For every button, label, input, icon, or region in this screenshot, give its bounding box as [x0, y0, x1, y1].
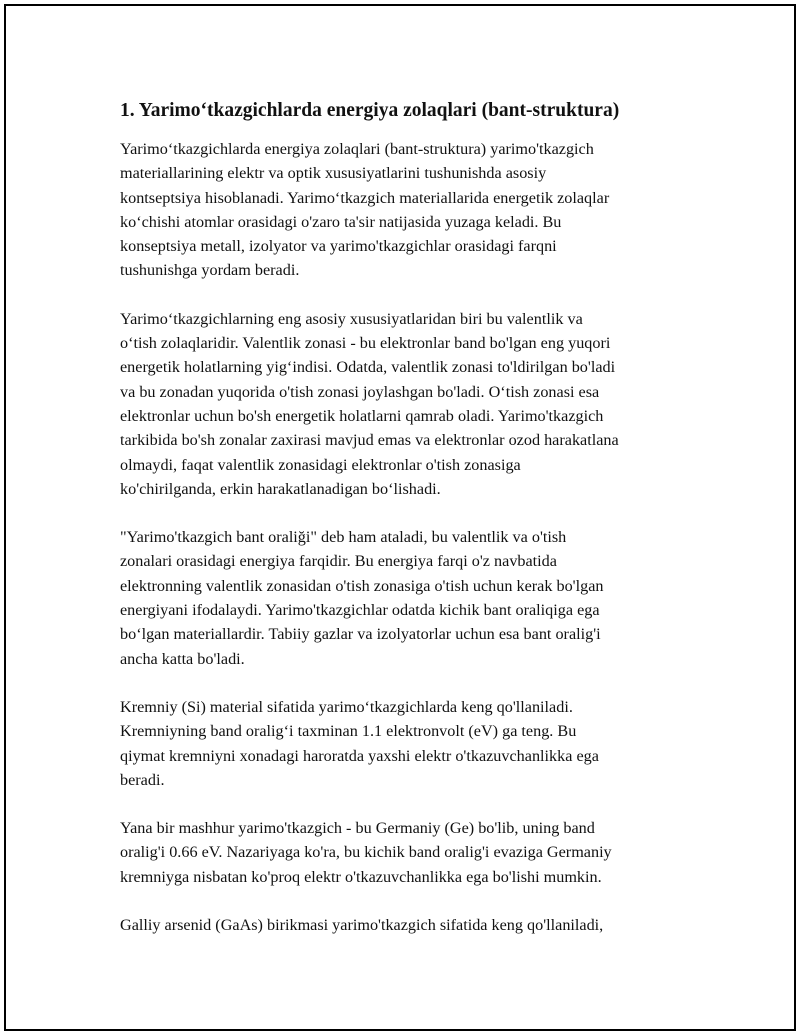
text-line: o‘tish zolaqlaridir. Valentlik zonasi - bu elektronlar band bo'lgan eng yuqori [120, 334, 611, 353]
text-line: olmaydi, faqat valentlik zonasidagi elektronlar o'tish zonasiga [120, 455, 521, 474]
text-line: qiymat kremniyni xonadagi haroratda yaxshi elektr o'tkazuvchanlikka ega [120, 746, 599, 765]
text-line: tushunishga yordam beradi. [120, 261, 300, 280]
text-line: oralig'i 0.66 eV. Nazariyaga ko'ra, bu kichik band oralig'i evaziga Germaniy [120, 843, 612, 862]
paragraph [120, 913, 700, 937]
paragraph [120, 137, 700, 283]
text-line: kremniyga nisbatan ko'proq elektr o'tkazuvchanlikka ega bo'lishi mumkin. [120, 867, 602, 886]
paragraph-list [120, 137, 700, 937]
text-line: konseptsiya metall, izolyator va yarimo'tkazgichlar orasidagi farqni [120, 237, 557, 256]
text-line: va bu zonadan yuqorida o'tish zonasi joylashgan bo'ladi. O‘tish zonasi esa [120, 382, 600, 401]
text-line: Yarimo‘tkazgichlarda energiya zolaqlari (bant-struktura) yarimo'tkazgich [120, 140, 594, 158]
document-title: 1. Yarimo‘tkazgichlarda energiya zolaqlari (bant-struktura) [120, 100, 620, 121]
text-line: zonalari orasidagi energiya farqidir. Bu energiya farqi o'z navbatida [120, 552, 557, 571]
text-line: tarkibida bo'sh zonalar zaxirasi mavjud emas va elektronlar ozod harakatlana [120, 431, 619, 450]
text-line: ko‘chishi atomlar orasidagi o'zaro ta'sir natijasida yuzaga keladi. Bu [120, 212, 562, 231]
text-line: Kremniy (Si) material sifatida yarimo‘tkazgichlarda keng qo'llaniladi. [120, 697, 573, 716]
text-line: Galliy arsenid (GaAs) birikmasi yarimo'tkazgich sifatida keng qo'llaniladi, [120, 916, 604, 935]
paragraph [120, 816, 700, 889]
paragraph [120, 307, 700, 501]
text-line: Yarimo‘tkazgichlarning eng asosiy xususiyatlaridan biri bu valentlik va [120, 309, 583, 328]
text-line: energiyani ifodalaydi. Yarimo'tkazgichlar odatda kichik bant oraliqiga ega [120, 601, 600, 620]
text-line: ancha katta bo'ladi. [120, 649, 245, 668]
text-line: "Yarimo'tkazgich bant oraliği" deb ham ataladi, bu valentlik va o'tish [120, 528, 567, 547]
text-line: kontseptsiya hisoblanadi. Yarimo‘tkazgich materiallarida energetik zolaqlar [120, 188, 610, 207]
text-line: elektronning valentlik zonasidan o'tish zonasiga o'tish uchun kerak bo'lgan [120, 576, 604, 595]
paragraph [120, 525, 700, 671]
text-line: materiallarining elektr va optik xususiyatlarini tushunishda asosiy [120, 164, 547, 183]
paragraph [120, 695, 700, 792]
text-line: beradi. [120, 770, 165, 789]
text-line: ko'chirilganda, erkin harakatlanadigan bo‘lishadi. [120, 479, 441, 498]
text-line: Yana bir mashhur yarimo'tkazgich - bu Germaniy (Ge) bo'lib, uning band [120, 819, 595, 838]
text-line: bo‘lgan materiallardir. Tabiiy gazlar va izolyatorlar uchun esa bant oralig'i [120, 625, 601, 644]
text-line: Kremniyning band oralig‘i taxminan 1.1 elektronvolt (eV) ga teng. Bu [120, 722, 577, 741]
document-body [120, 99, 700, 961]
text-line: elektronlar uchun bo'sh energetik holatlarni qamrab oladi. Yarimo'tkazgich [120, 406, 604, 425]
page-border [4, 4, 796, 1031]
text-line: energetik holatlarning yig‘indisi. Odatda, valentlik zonasi to'ldirilgan bo'ladi [120, 358, 616, 377]
